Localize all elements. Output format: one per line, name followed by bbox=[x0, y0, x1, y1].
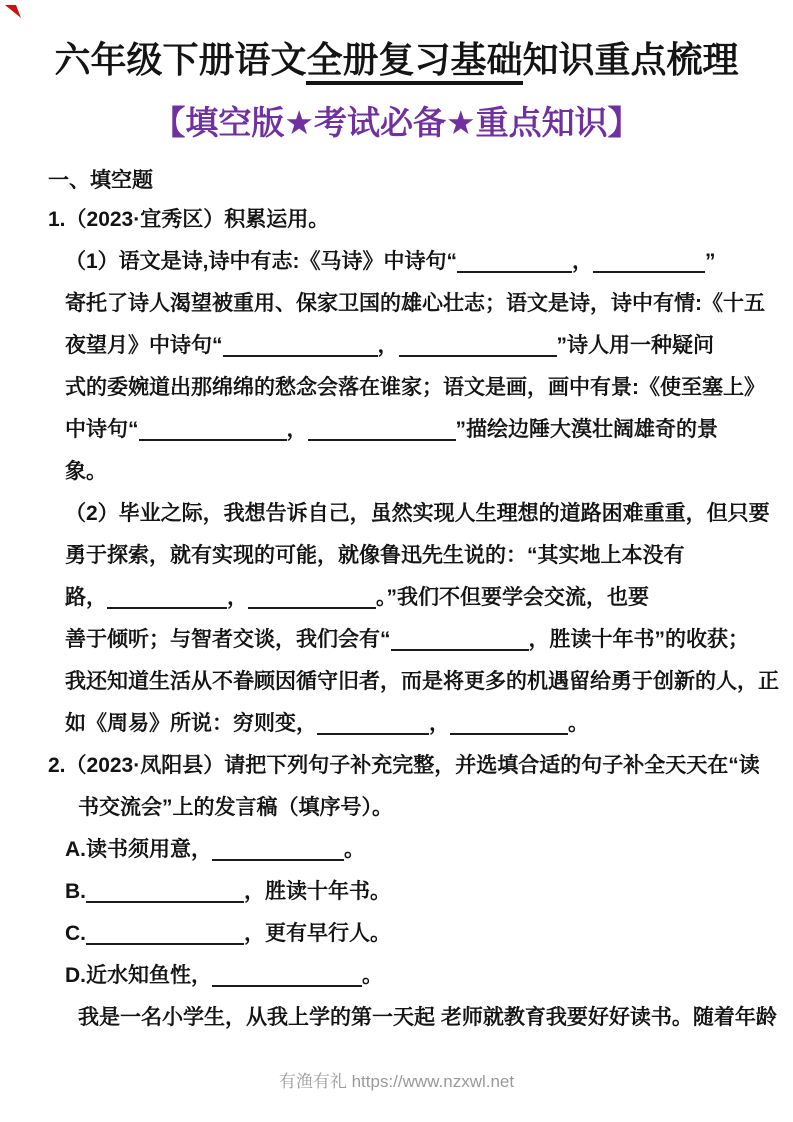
document-line bbox=[48, 493, 770, 535]
document-line bbox=[48, 955, 745, 997]
fill-in-blank bbox=[399, 355, 557, 357]
document-line bbox=[48, 241, 745, 283]
fill-in-blank bbox=[86, 943, 244, 945]
line-text: 1.（2023·宜秀区）积累运用。 bbox=[48, 207, 330, 231]
fill-in-blank bbox=[139, 439, 287, 441]
fill-in-blank bbox=[223, 355, 378, 357]
line-text: 2.（2023·凤阳县）请把下列句子补充完整，并选填合适的句子补全天天在“读 bbox=[48, 753, 760, 777]
fill-in-blank bbox=[450, 733, 568, 735]
fill-in-blank bbox=[593, 271, 705, 273]
corner-mark-shape bbox=[5, 5, 21, 18]
document-line bbox=[48, 745, 760, 787]
line-text: 如《周易》所说：穷则变， bbox=[65, 711, 317, 735]
line-text: ”诗人用一种疑问 bbox=[556, 333, 714, 357]
line-text: ， bbox=[429, 711, 450, 735]
line-text: 善于倾听；与智者交谈，我们会有“ bbox=[65, 627, 391, 651]
line-text: ”描绘边陲大漠壮阔雄奇的景 bbox=[455, 417, 718, 441]
fill-in-blank bbox=[308, 439, 456, 441]
document-line bbox=[48, 661, 779, 703]
fill-in-blank bbox=[391, 649, 529, 651]
document-line bbox=[48, 325, 745, 367]
line-text: ” bbox=[705, 249, 716, 273]
line-text: 。 bbox=[362, 963, 383, 987]
page-title-underlined: 全册复习基础 bbox=[306, 39, 522, 85]
line-text: A.读书须用意， bbox=[65, 837, 212, 861]
line-text: 书交流会”上的发言稿（填序号）。 bbox=[78, 795, 393, 819]
line-text: 。”我们不但要学会交流，也要 bbox=[376, 585, 649, 609]
line-text: C. bbox=[65, 921, 86, 945]
line-text: 。 bbox=[344, 837, 365, 861]
fill-in-blank bbox=[212, 985, 362, 987]
fill-in-blank bbox=[107, 607, 227, 609]
document-line bbox=[48, 703, 745, 745]
body-lines bbox=[48, 199, 779, 1039]
document-line bbox=[48, 997, 777, 1039]
line-text: 夜望月》中诗句“ bbox=[65, 333, 223, 357]
document-line bbox=[48, 619, 749, 661]
fill-in-blank bbox=[86, 901, 244, 903]
document-line bbox=[48, 409, 745, 451]
fill-in-blank bbox=[248, 607, 376, 609]
page-subtitle: 【填空版★考试必备★重点知识】 bbox=[152, 103, 641, 141]
document-line bbox=[48, 871, 745, 913]
line-text: 中诗句“ bbox=[65, 417, 139, 441]
document-line bbox=[48, 577, 745, 619]
page-title-suffix: 知识重点梳理 bbox=[522, 39, 739, 80]
line-text: ， bbox=[377, 333, 399, 357]
line-text: D.近水知鱼性， bbox=[65, 963, 212, 987]
line-text: 路， bbox=[65, 585, 107, 609]
document-line bbox=[48, 199, 745, 241]
corner-mark-icon bbox=[5, 5, 21, 18]
footer-watermark: 有渔有礼 https://www.nzxwl.net bbox=[278, 1072, 515, 1091]
line-text: 象。 bbox=[65, 459, 107, 483]
line-text: 我是一名小学生，从我上学的第一天起 老师就教育我要好好读书。随着年龄 bbox=[78, 1005, 777, 1029]
line-text: ， bbox=[572, 249, 594, 273]
line-text: 勇于探索，就有实现的可能，就像鲁迅先生说的：“其实地上本没有 bbox=[65, 543, 685, 567]
fill-in-blank bbox=[457, 271, 572, 273]
page-title bbox=[48, 36, 745, 85]
document-line bbox=[48, 829, 745, 871]
line-text: 我还知道生活从不眷顾因循守旧者，而是将更多的机遇留给勇于创新的人，正 bbox=[65, 669, 779, 693]
document-line bbox=[48, 535, 745, 577]
line-text: （2）毕业之际，我想告诉自己，虽然实现人生理想的道路困难重重，但只要 bbox=[65, 501, 770, 525]
document-line bbox=[48, 913, 745, 955]
document-line bbox=[48, 283, 765, 325]
document-line bbox=[48, 787, 745, 829]
line-text: B. bbox=[65, 879, 86, 903]
line-text: ， bbox=[227, 585, 248, 609]
line-text: 寄托了诗人渴望被重用、保家卫国的雄心壮志；语文是诗，诗中有情:《十五 bbox=[65, 291, 765, 315]
line-text: 。 bbox=[568, 711, 589, 735]
line-text: ，更有早行人。 bbox=[244, 921, 391, 945]
document-line bbox=[48, 367, 765, 409]
page-title-prefix: 六年级下册语文 bbox=[54, 39, 307, 80]
line-text: ， bbox=[286, 417, 308, 441]
document-line bbox=[48, 451, 745, 493]
line-text: ，胜读十年书。 bbox=[244, 879, 391, 903]
line-text: （1）语文是诗,诗中有志:《马诗》中诗句“ bbox=[65, 249, 458, 273]
line-text: 式的委婉道出那绵绵的愁念会落在谁家；语文是画，画中有景:《使至塞上》 bbox=[65, 375, 765, 399]
line-text: ，胜读十年书”的收获； bbox=[528, 627, 749, 651]
section-heading: 一、填空题 bbox=[48, 168, 153, 192]
fill-in-blank bbox=[212, 859, 344, 861]
fill-in-blank bbox=[317, 733, 429, 735]
